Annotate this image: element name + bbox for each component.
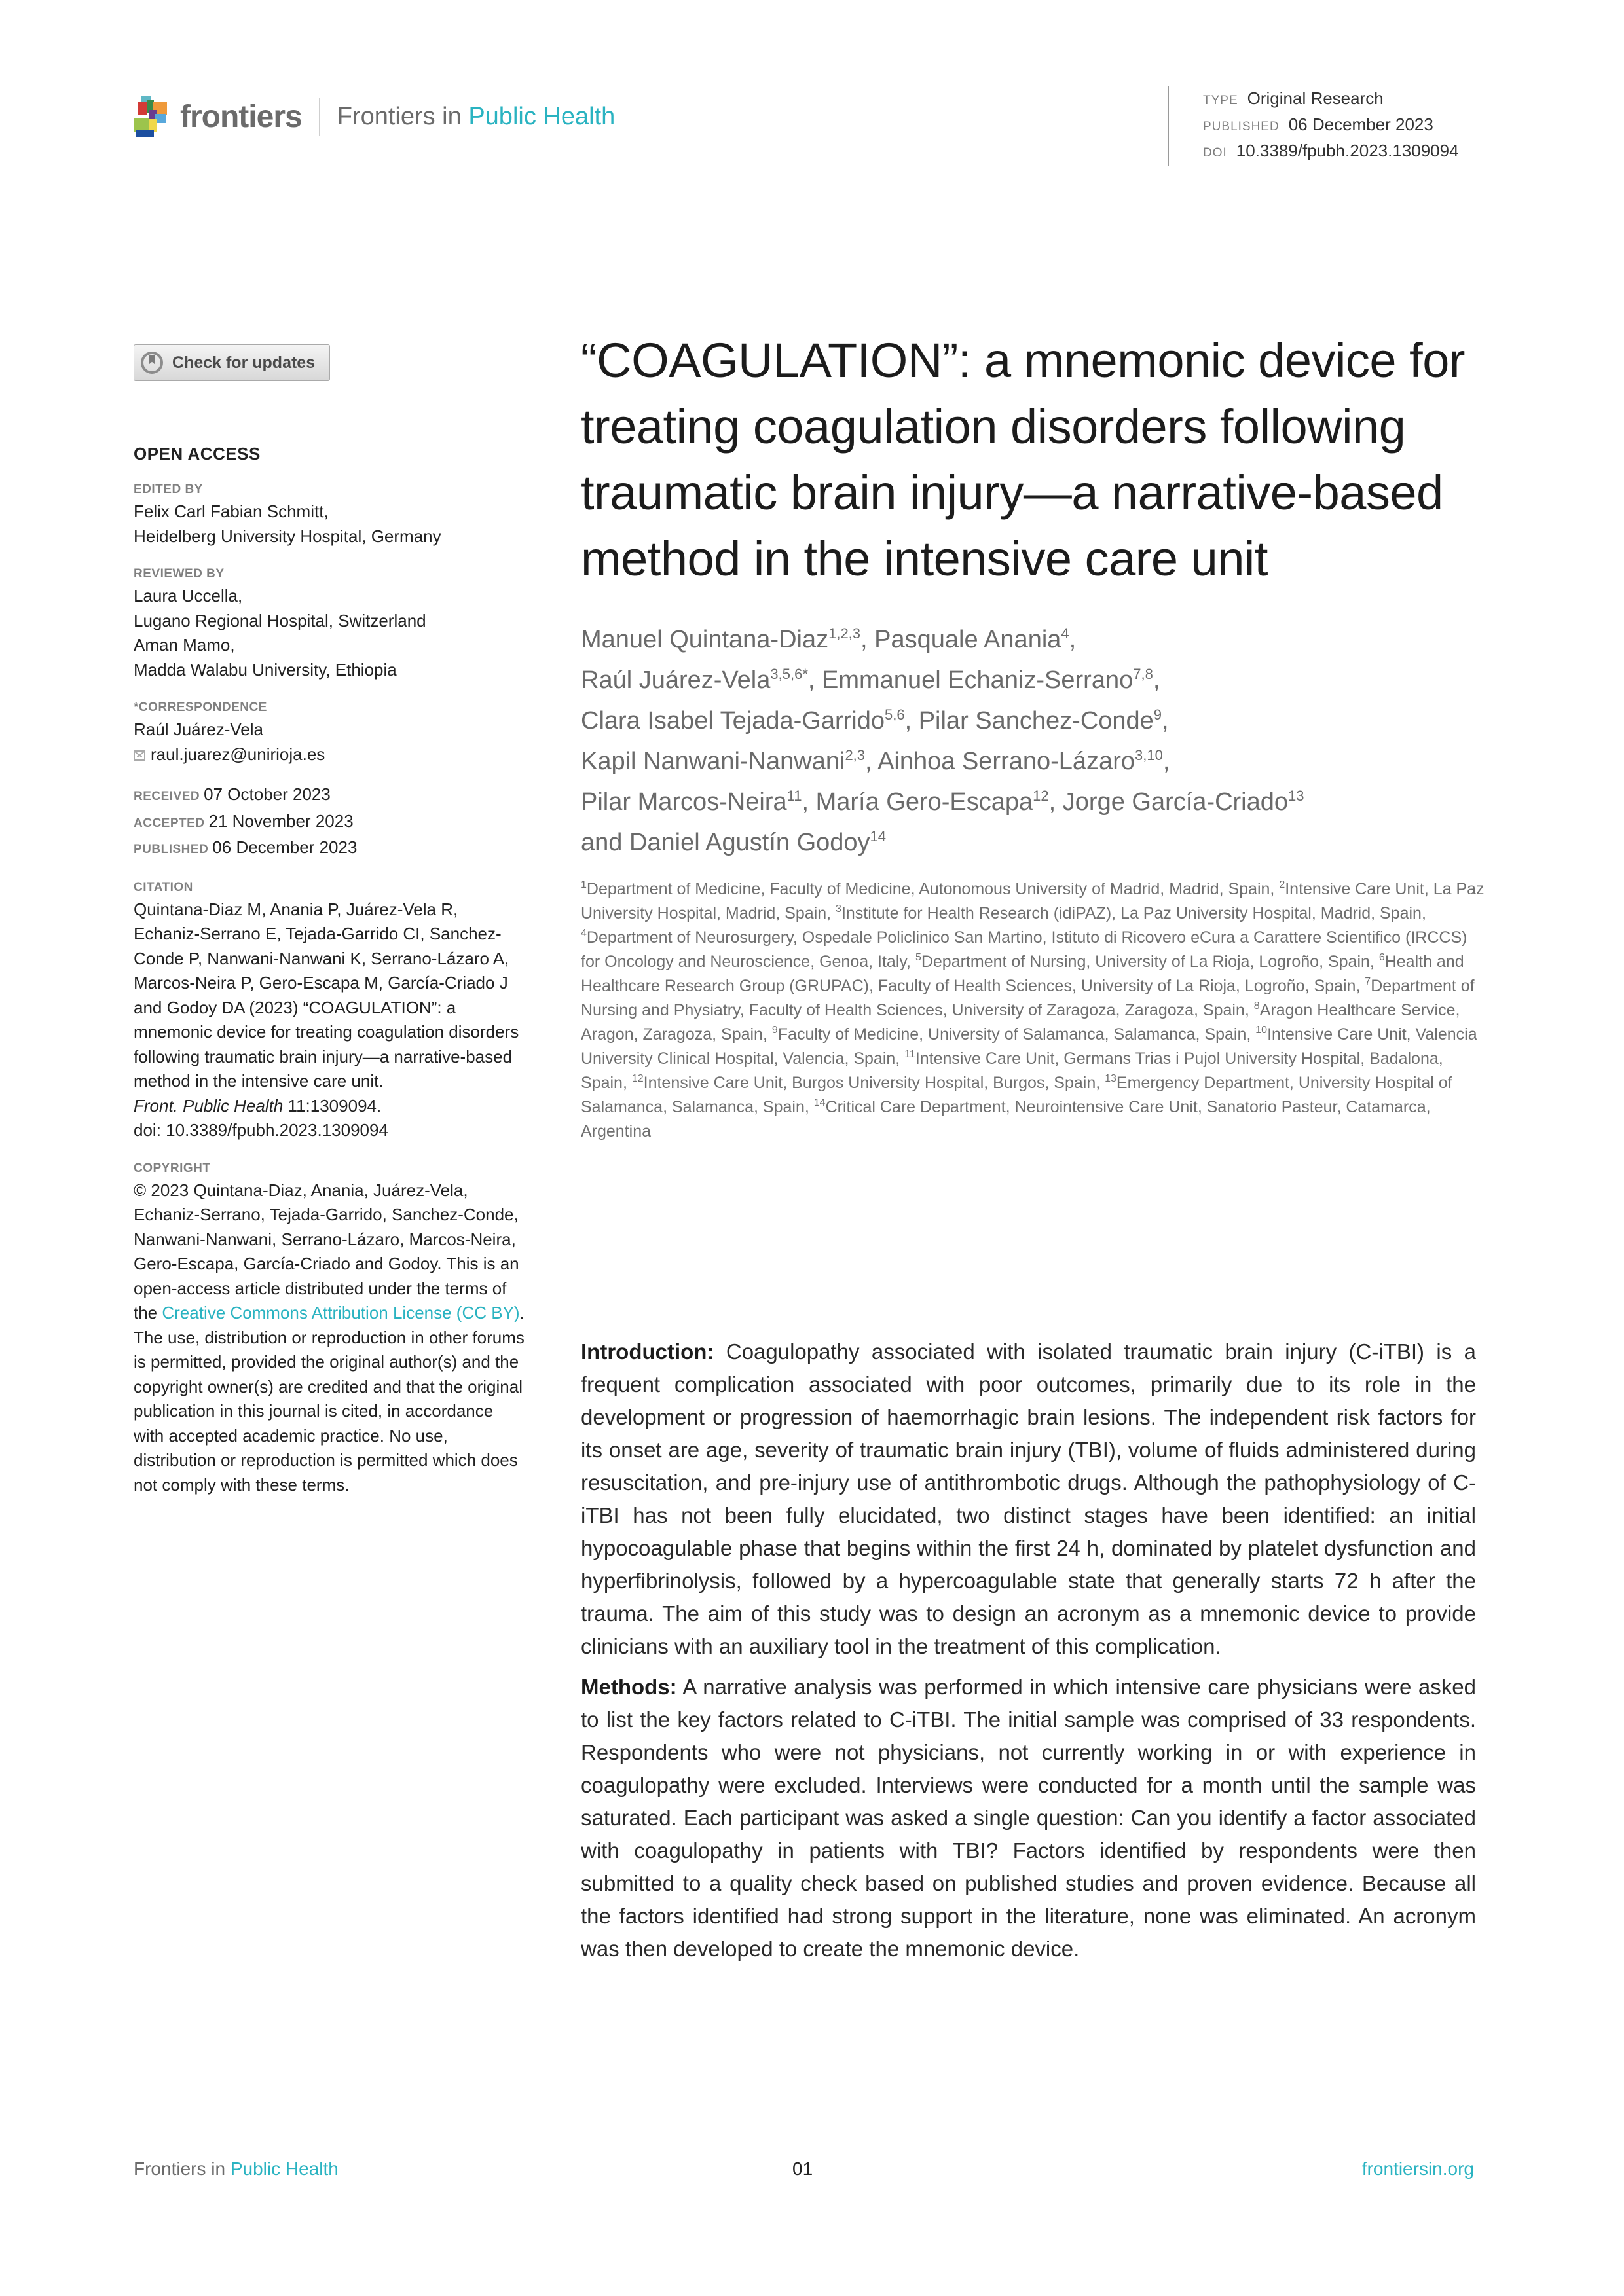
author-affiliation-sup: 14	[870, 828, 887, 845]
footer-journal	[134, 2159, 339, 2179]
affiliation-text: Department of Nursing, University of La Rioja, Logroño, Spain,	[921, 953, 1379, 971]
author[interactable]	[1063, 788, 1304, 816]
received-key: RECEIVED	[134, 790, 200, 803]
affiliation-text: Aragon Healthcare Service, Aragon, Zaragoza, Spain,	[581, 1001, 1460, 1044]
sidebar	[134, 344, 526, 1497]
author-separator: ,	[1162, 707, 1169, 735]
author[interactable]	[877, 748, 1163, 775]
author[interactable]	[581, 829, 886, 856]
reviewer-name: Aman Mamo,	[134, 635, 235, 655]
author-separator: ,	[1162, 748, 1170, 775]
journal-prefix: Frontiers in	[337, 102, 469, 130]
copyright-text-before: © 2023 Quintana-Diaz, Anania, Juárez-Vela, Echaniz-Serrano, Tejada-Garrido, Sanchez-Conde, Nanwani-Nanwani, Serrano-Lázaro, Marcos-Neira, Gero-Escapa, García-Criado and Godoy. This is an open-access article distributed under the terms of the	[134, 1180, 519, 1322]
introduction-text: Coagulopathy associated with isolated traumatic brain injury (C-iTBI) is a frequent complication associated with poor outcomes, primarily due to its role in the development or progression of haemorrhagic brain lesions. The independent risk factors for its onset are age, severity of traumatic brain injury (TBI), volume of fluids administered during resuscitation, and pre-injury use of antithrombotic drugs. Although the pathophysiology of C-iTBI has not been fully elucidated, two distinct stages have been identified: an initial hypocoagulable phase that begins within the first 24 h, dominated by platelet dysfunction and hyperfibrinolysis, followed by a hypercoagulable state that generally starts 72 h after the trauma. The aim of this study was to design an acronym as a mnemonic device to provide clinicians with an auxiliary tool in the treatment of this complication.	[581, 1339, 1476, 1658]
affiliation-text: Emergency Department, University Hospital of Salamanca, Salamanca, Spain,	[581, 1074, 1452, 1116]
meta-published-value: 06 December 2023	[1288, 115, 1433, 134]
author-name: Pasquale Anania	[874, 626, 1061, 653]
affiliation-text: Critical Care Department, Neurointensive Care Unit, Sanatorio Pasteur, Catamarca, Argentina	[581, 1098, 1431, 1140]
affiliation-text: Intensive Care Unit, La Paz University Hospital, Madrid, Spain,	[581, 880, 1485, 922]
accepted-value: 21 November 2023	[208, 811, 354, 831]
affiliation	[772, 1025, 1255, 1044]
author-name: María Gero-Escapa	[815, 788, 1033, 816]
author-affiliation-sup: 3,10	[1134, 747, 1163, 763]
author-name: Kapil Nanwani-Nanwani	[581, 748, 845, 775]
copyright-block	[134, 1159, 526, 1498]
footer-journal-prefix: Frontiers in	[134, 2159, 231, 2179]
affiliation-number: 3	[836, 903, 841, 915]
correspondence-email[interactable]: raul.juarez@unirioja.es	[151, 744, 325, 764]
affiliation-text: Health and Healthcare Research Group (GRUPAC), Faculty of Health Sciences, University of La Rioja, Logroño, Spain,	[581, 953, 1464, 995]
author[interactable]	[919, 707, 1162, 735]
open-access-label: OPEN ACCESS	[134, 444, 261, 464]
affiliation-text: Department of Neurosurgery, Ospedale Policlinico San Martino, Istituto di Ricovero eCura a Carattere Scientifico (IRCCS) for Oncology and Neuroscience, Genoa, Italy,	[581, 928, 1467, 971]
affiliation-number: 1	[581, 879, 587, 890]
author-separator: ,	[802, 788, 809, 816]
affiliation-number: 5	[915, 952, 921, 963]
editor-affiliation: Heidelberg University Hospital, Germany	[134, 526, 441, 546]
frontiersin-link[interactable]: frontiersin.org	[1361, 2159, 1474, 2179]
affiliation-text: Department of Medicine, Faculty of Medicine, Autonomous University of Madrid, Madrid, Spain,	[586, 880, 1280, 898]
article-meta	[1168, 86, 1459, 166]
affiliation-number: 7	[1365, 976, 1371, 987]
author-separator: ,	[860, 626, 868, 653]
citation-label: CITATION	[134, 880, 193, 894]
author-name: Jorge García-Criado	[1062, 788, 1289, 816]
author-name: Pilar Sanchez-Conde	[918, 707, 1154, 735]
article-title: “COAGULATION”: a mnemonic device for treating coagulation disorders following traumatic brain injury—a narrative-based method in the intensive care unit	[581, 333, 1465, 586]
affiliation-number: 2	[1279, 879, 1285, 890]
meta-doi-key: DOI	[1203, 146, 1227, 160]
author[interactable]	[581, 666, 808, 694]
copyright-text-after: . The use, distribution or reproduction in other forums is permitted, provided the original author(s) and the copyright owner(s) are credited and that the original publication in this journal is cited, in accordance with accepted academic practice. No use, distribution or reproduction is permitted which does not comply with these terms.	[134, 1303, 525, 1495]
affiliation-text: Intensive Care Unit, Burgos University Hospital, Burgos, Spain,	[643, 1074, 1105, 1092]
accepted-key: ACCEPTED	[134, 816, 205, 830]
received-date	[134, 782, 526, 809]
correspondence-email-row	[134, 742, 526, 767]
meta-published-key: PUBLISHED	[1203, 120, 1280, 134]
citation-text: Quintana-Diaz M, Anania P, Juárez-Vela R, Echaniz-Serrano E, Tejada-Garrido CI, Sanchez-Conde P, Nanwani-Nanwani K, Serrano-Lázaro A, Marcos-Neira P, Gero-Escapa M, García-Criado J and Godoy DA (2023) “COAGULATION”: a mnemonic device for treating coagulation disorders following traumatic brain injury—a narrative-based method in the intensive care unit.	[134, 899, 519, 1091]
correspondence-label: *CORRESPONDENCE	[134, 701, 267, 714]
affiliation-number: 10	[1255, 1025, 1268, 1036]
check-for-updates-label: Check for updates	[172, 353, 316, 372]
author-affiliation-sup: 13	[1288, 788, 1304, 804]
meta-type	[1203, 86, 1459, 113]
correspondence-name: Raúl Juárez-Vela	[134, 720, 263, 739]
published-date	[134, 835, 526, 862]
page-footer	[134, 2159, 1474, 2185]
author-affiliation-sup: 11	[786, 788, 802, 804]
author-affiliation-sup: 2,3	[845, 747, 866, 763]
meta-published	[1203, 113, 1459, 139]
reviewed-by-label: REVIEWED BY	[134, 567, 225, 581]
author-name: Manuel Quintana-Diaz	[581, 626, 829, 653]
author[interactable]	[581, 626, 860, 653]
affiliation-number: 13	[1105, 1073, 1116, 1084]
affiliation-number: 9	[771, 1025, 778, 1036]
brand-divider	[319, 98, 320, 136]
author[interactable]	[874, 626, 1069, 653]
author-separator: ,	[807, 666, 815, 694]
author[interactable]	[816, 788, 1049, 816]
affiliation-list	[581, 877, 1488, 1144]
affiliation	[632, 1074, 1105, 1092]
editor-name: Felix Carl Fabian Schmitt,	[134, 501, 329, 521]
page-number: 01	[792, 2159, 813, 2179]
author-separator: ,	[1048, 788, 1056, 816]
author-list	[581, 619, 1488, 863]
citation-volume: 11:1309094.	[283, 1095, 382, 1116]
author-affiliation-sup: 5,6	[884, 706, 905, 723]
frontiers-logo-icon	[133, 96, 172, 137]
received-value: 07 October 2023	[204, 784, 331, 804]
affiliation	[581, 880, 1279, 898]
cc-by-license-link[interactable]: Creative Commons Attribution License (CC BY)	[162, 1303, 520, 1322]
author-affiliation-sup: 1,2,3	[828, 625, 861, 642]
author-name: Clara Isabel Tejada-Garrido	[581, 707, 885, 735]
author-affiliation-sup: 12	[1033, 788, 1049, 804]
bookmark-icon	[141, 352, 163, 374]
methods-heading: Methods:	[581, 1675, 677, 1699]
journal-accent: Public Health	[468, 102, 616, 130]
accepted-date	[134, 809, 526, 836]
author[interactable]	[822, 666, 1153, 694]
affiliation-number: 6	[1378, 952, 1385, 963]
affiliation-text: Institute for Health Research (idiPAZ), La Paz University Hospital, Madrid, Spain,	[841, 904, 1426, 922]
meta-type-value: Original Research	[1247, 88, 1384, 108]
affiliation-text: Faculty of Medicine, University of Salamanca, Salamanca, Spain,	[777, 1025, 1256, 1044]
author-separator: ,	[904, 707, 912, 735]
abstract-methods	[581, 1671, 1476, 1965]
citation-doi: doi: 10.3389/fpubh.2023.1309094	[134, 1120, 388, 1140]
author-separator: ,	[1069, 626, 1077, 653]
affiliation-text: Department of Nursing and Physiatry, Faculty of Health Sciences, University of Zaragoza, Zaragoza, Spain,	[581, 977, 1475, 1019]
author-affiliation-sup: 7,8	[1133, 666, 1153, 682]
citation-block	[134, 878, 526, 1143]
author-name: Raúl Juárez-Vela	[581, 666, 771, 694]
author[interactable]	[581, 707, 905, 735]
affiliation-number: 11	[904, 1049, 915, 1060]
reviewer-affiliation: Lugano Regional Hospital, Switzerland	[134, 610, 426, 630]
author-name: and Daniel Agustín Godoy	[581, 829, 870, 856]
author-name: Pilar Marcos-Neira	[581, 788, 787, 816]
author-affiliation-sup: 3,5,6*	[770, 666, 808, 682]
affiliation-number: 14	[813, 1097, 826, 1108]
dates-block	[134, 782, 526, 862]
frontiers-brand	[133, 94, 615, 139]
affiliation-number: 8	[1253, 1000, 1260, 1011]
envelope-icon	[134, 750, 145, 761]
affiliation-text: Intensive Care Unit, Germans Trias i Pujol University Hospital, Badalona, Spain,	[581, 1049, 1443, 1092]
methods-text: A narrative analysis was performed in which intensive care physicians were asked to list the key factors related to C-iTBI. The initial sample was comprised of 33 respondents. Respondents who were not physicians, not currently working in or with experience in coagulopathy were excluded. Interviews were conducted for a month until the sample was saturated. Each participant was asked a single question: Can you identify a factor associated with coagulopathy in patients with TBI? Factors identified by respondents were then submitted to a quality check based on published studies and proven evidence. Because all the factors identified had strong support in the literature, none was eliminated. An acronym was then developed to create the mnemonic device.	[581, 1675, 1476, 1961]
edited-by-block	[134, 480, 526, 549]
affiliation	[915, 953, 1379, 971]
citation-journal	[134, 1094, 526, 1119]
affiliation	[836, 904, 1426, 922]
reviewer-name: Laura Uccella,	[134, 586, 243, 606]
check-for-updates-button[interactable]	[134, 344, 330, 381]
edited-by-label: EDITED BY	[134, 483, 203, 496]
affiliation-number: 4	[581, 928, 587, 939]
abstract-introduction	[581, 1336, 1476, 1663]
correspondence-block	[134, 698, 526, 767]
logo-wordmark: frontiers	[180, 99, 302, 134]
reviewer-affiliation: Madda Walabu University, Ethiopia	[134, 659, 397, 680]
copyright-text	[134, 1178, 526, 1498]
published-key: PUBLISHED	[134, 843, 209, 856]
meta-doi	[1203, 139, 1459, 165]
introduction-heading: Introduction:	[581, 1339, 714, 1364]
abstract	[581, 1336, 1476, 1973]
meta-type-key: TYPE	[1203, 94, 1238, 107]
author-name: Ainhoa Serrano-Lázaro	[877, 748, 1135, 775]
author[interactable]	[581, 748, 865, 775]
citation-journal-name: Front. Public Health	[134, 1095, 284, 1116]
copyright-label: COPYRIGHT	[134, 1161, 211, 1175]
affiliation-text: Intensive Care Unit, Valencia University Clinical Hospital, Valencia, Spain,	[581, 1025, 1477, 1068]
author-separator: ,	[865, 748, 872, 775]
article-header	[581, 327, 1488, 1144]
author-separator: ,	[1153, 666, 1160, 694]
author-affiliation-sup: 9	[1153, 706, 1162, 723]
meta-doi-value[interactable]: 10.3389/fpubh.2023.1309094	[1236, 141, 1459, 160]
footer-journal-accent: Public Health	[230, 2159, 339, 2179]
author-name: Emmanuel Echaniz-Serrano	[822, 666, 1134, 694]
published-value: 06 December 2023	[212, 837, 358, 857]
author[interactable]	[581, 788, 802, 816]
author-affiliation-sup: 4	[1061, 625, 1069, 642]
affiliation-number: 12	[631, 1073, 644, 1084]
reviewed-by-block	[134, 564, 526, 682]
journal-name	[337, 103, 616, 131]
